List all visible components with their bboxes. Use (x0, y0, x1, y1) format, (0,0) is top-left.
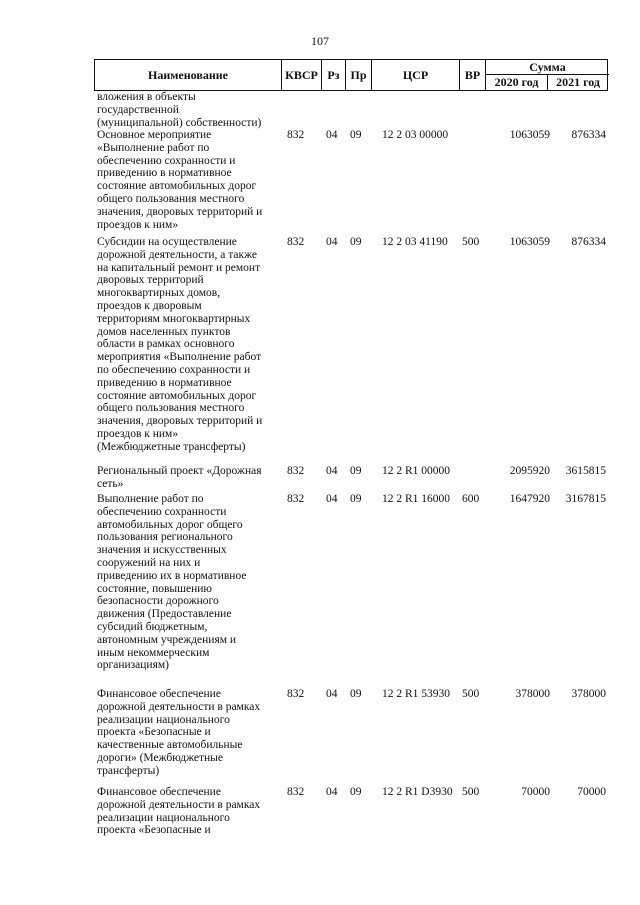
row-rz: 04 (326, 465, 338, 477)
header-vr: ВР (459, 60, 485, 90)
row-csr: 12 2 03 00000 (382, 129, 449, 141)
row-kvsr: 832 (287, 129, 305, 141)
header-summa-label: Сумма (486, 60, 609, 75)
row-name: Финансовое обеспечение дорожной деятельности в рамках реализации национального проекта «Безопасные и (97, 786, 261, 837)
row-sum-2021: 876334 (571, 129, 606, 141)
row-csr: 12 2 R1 16000 (382, 493, 451, 505)
row-sum-2021: 3167815 (565, 493, 606, 505)
header-rz: Рз (321, 60, 345, 90)
row-csr: 12 2 R1 00000 (382, 465, 451, 477)
row-kvsr: 832 (287, 465, 305, 477)
header-year-2020: 2020 год (486, 75, 548, 90)
row-kvsr: 832 (287, 688, 305, 700)
row-rz: 04 (326, 786, 338, 798)
row-sum-2020: 1063059 (509, 129, 550, 141)
header-name: Наименование (148, 67, 228, 82)
row-pr: 09 (350, 129, 362, 141)
row-vr: 600 (462, 493, 480, 505)
row-csr: 12 2 03 41190 (382, 236, 448, 248)
row-name: Региональный проект «Дорожная сеть» (97, 465, 262, 490)
header-csr: ЦСР (371, 60, 459, 90)
row-pr: 09 (350, 493, 362, 505)
row-name: Основное мероприятие «Выполнение работ по обеспечению сохранности и приведению в нормативное состояние автомобильных дорог общего пользования местного значения, дворовых территорий и проездов к ним» (97, 129, 263, 231)
row-sum-2020: 2095920 (509, 465, 550, 477)
row-rz: 04 (326, 493, 338, 505)
header-summa (485, 60, 609, 90)
row-rz: 04 (326, 129, 338, 141)
row-name: Субсидии на осуществление дорожной деятельности, а также на капитальный ремонт и ремонт дворовых территорий многоквартирных домов, проездов к дворовым территориям многоквартирных домов населенных пунктов области в рамках основного мероприятия «Выполнение работ по обеспечению сохранности и приведению в нормативное состояние автомобильных дорог общего пользования местного значения, дворовых территорий и проездов к ним» (Межбюджетные трансферты) (97, 236, 263, 453)
row-name: Финансовое обеспечение дорожной деятельности в рамках реализации национального проекта «Безопасные и качественные автомобильные дороги» (Межбюджетные трансферты) (97, 688, 261, 777)
row-sum-2021: 70000 (577, 786, 606, 798)
row-sum-2020: 1647920 (509, 493, 550, 505)
row-pr: 09 (350, 236, 362, 248)
row-csr: 12 2 R1 D3930 (382, 786, 453, 798)
row-pr: 09 (350, 465, 362, 477)
row-name: вложения в объекты государственной (муниципальной) собственности) (97, 91, 262, 129)
row-sum-2021: 3615815 (565, 465, 606, 477)
row-sum-2020: 70000 (521, 786, 550, 798)
row-name: Выполнение работ по обеспечению сохранности автомобильных дорог общего пользования регионального значения и искусственных сооружений на них и приведению их в нормативное состояние, повышению безопасности дорожного движения (Предоставление субсидий бюджетным, автономным учреждениям и иным некоммерческим организациям) (97, 493, 247, 672)
row-csr: 12 2 R1 53930 (382, 688, 451, 700)
row-sum-2021: 876334 (571, 236, 606, 248)
row-pr: 09 (350, 688, 362, 700)
header-pr: Пр (345, 60, 371, 90)
row-rz: 04 (326, 688, 338, 700)
header-kvsr: КВСР (281, 60, 321, 90)
row-kvsr: 832 (287, 493, 305, 505)
row-sum-2020: 378000 (515, 688, 550, 700)
header-year-2021: 2021 год (556, 75, 600, 89)
page-number: 107 (311, 34, 329, 48)
row-vr: 500 (462, 236, 480, 248)
row-sum-2021: 378000 (571, 688, 606, 700)
row-kvsr: 832 (287, 786, 305, 798)
row-vr: 500 (462, 688, 480, 700)
row-pr: 09 (350, 786, 362, 798)
table-header (94, 59, 608, 91)
row-rz: 04 (326, 236, 338, 248)
row-sum-2020: 1063059 (509, 236, 550, 248)
row-kvsr: 832 (287, 236, 305, 248)
row-vr: 500 (462, 786, 480, 798)
